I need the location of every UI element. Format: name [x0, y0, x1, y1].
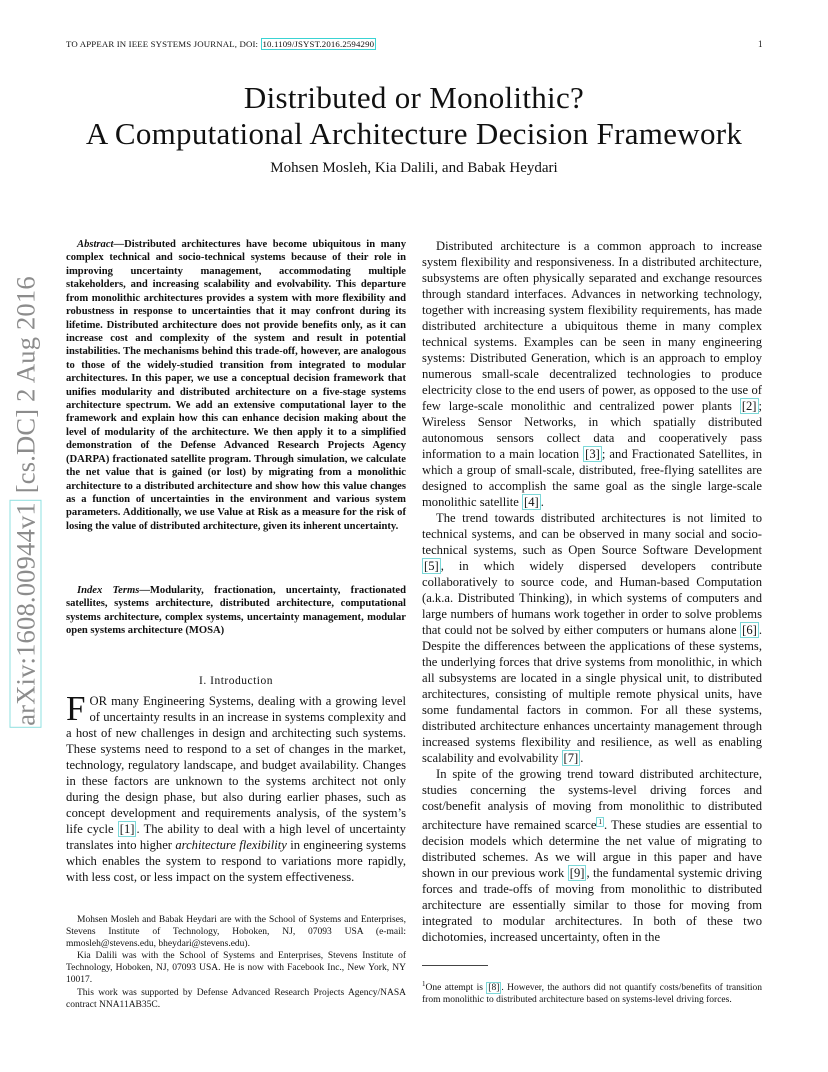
page-number: 1 [758, 39, 763, 49]
citation-link[interactable]: [7] [563, 751, 579, 765]
citation-link[interactable]: [2] [741, 399, 757, 413]
text-run: The trend towards distributed architectures is not limited to technical systems, and can be observed in many social and socio-technical systems, such as Open Source Software Development [422, 511, 762, 557]
index-terms-label: Index Terms [77, 585, 140, 596]
footnote-authors: Mohsen Mosleh and Babak Heydari are with the School of Systems and Enterprises, Stevens Institute of Technology, Hoboken, NJ, 07093 USA (e-mail: mmosleh@stevens.edu, bheydari@stevens.edu). [66, 915, 406, 950]
journal-prefix: TO APPEAR IN IEEE SYSTEMS JOURNAL, DOI: [66, 39, 261, 49]
text-run: In spite of the growing trend toward distributed architecture, studies concerning the systems-level driving forces and cost/benefit analysis of moving from monolithic to distributed architecture have remained scarce [422, 767, 762, 833]
intro-text-2: . The ability to deal with a high level of uncertainty translates into higher [66, 822, 406, 852]
abstract-label: Abstract [77, 239, 114, 250]
paragraph [422, 510, 762, 766]
text-run: ; and Fractionated Satellites, in which a group of small-scale, distributed, free-flying satellites are designed to accomplish the same goal as the single large-scale monolithic satellite [422, 447, 762, 509]
abstract [66, 238, 406, 533]
index-terms-text: —Modularity, fractionation, uncertainty, fractionated satellites, systems architecture, distributed architecture, computational systems architecture, complex systems, uncertainty management, modular open systems architecture (MOSA) [66, 585, 406, 637]
text-run: . These studies are essential to decision models which determine the net value of migrating to distributed schemes. As we will argue in this paper and have shown in our previous work [422, 818, 762, 881]
paragraph [422, 238, 762, 510]
footnote-funding: This work was supported by Defense Advanced Research Projects Agency/NASA contract NNA11AB35C. [66, 987, 406, 1010]
text-run: , the fundamental systemic driving forces and trade-offs of moving from monolithic to distributed architecture are essentially similar to those for moving from integrated to modular architectures. In both of these two dichotomies, increased uncertainty, often in the [422, 866, 763, 945]
text-run: One attempt is [425, 983, 487, 994]
citation-link[interactable]: [8] [488, 983, 500, 994]
paper-title [0, 80, 828, 152]
drop-cap: F [66, 689, 86, 728]
footnote-affiliation: Kia Dalili was with the School of Systems and Enterprises, Stevens Institute of Technology, Hoboken, NJ, 07093 USA. He is now with Facebook Inc., New York, NY 10017. [66, 951, 406, 986]
text-run: . Despite the differences between the applications of these systems, the underlying forces that drive systems from monolithic, in which all subsystems are located in a single physical unit, to distributed architectures, consisting of multiple remote physical units, have some fundamental factors in common. For all these systems, distributed architecture enhances uncertainty management through increased systems flexibility and resilience, as well as enabling scalability and evolvability [422, 623, 762, 765]
footnote-marker-link[interactable]: 1 [598, 818, 602, 826]
citation-link[interactable]: [6] [742, 623, 757, 637]
right-footnote [422, 978, 762, 1006]
footnote-number: 1 [422, 980, 426, 988]
text-run: Distributed architecture is a common approach to increase system flexibility and responsiveness. In a distributed architecture, subsystems are often physically separated and exchange resources through standard interfaces. Advances in networking technology, together with increasing system flexibility requirements, has made distributed architecture a ubiquitous theme in many complex technical systems. Examples can be seen in many engineering systems: Distributed Generation, which is an approach to employ numerous small-scale decentralized technologies to produce electricity close to the end users of power, as opposed to the use of few large-scale monolithic and centralized power plants [422, 239, 762, 413]
intro-emphasis: architecture flexibility [175, 838, 287, 852]
citation-link[interactable]: [3] [585, 447, 600, 461]
text-run: . [580, 751, 584, 765]
introduction-paragraph [66, 689, 406, 885]
arxiv-id-link[interactable]: arXiv:1608.00944v1 [10, 502, 41, 726]
citation-link[interactable]: [4] [524, 495, 539, 509]
text-run: . [540, 495, 544, 509]
intro-first-word: OR [89, 694, 107, 708]
paragraph [422, 766, 762, 945]
footnote-rule [422, 965, 488, 966]
right-column [422, 238, 762, 945]
title-line-2: A Computational Architecture Decision Framework [85, 116, 743, 151]
citation-link[interactable]: [5] [424, 559, 439, 573]
text-run: , in which widely dispersed developers contribute collaboratively to source code, and Human-based Computation (a.k.a. Distributed Thinking), in which systems of computers and large numbers of humans work together in order to solve problems that could not be solved by either computers or humans alone [422, 559, 762, 637]
abstract-text: —Distributed architectures have become ubiquitous in many complex technical and socio-technical systems because of their role in improving uncertainty management, accommodating multiple stakeholders, and increasing scalability and evolvability. This departure from monolithic architectures provides a system with more flexibility and robustness in response to uncertainties that it may confront during its lifetime. Distributed architecture does not provide benefits only, as it can increase cost and complexity of the system and result in potential instabilities. The mechanisms behind this trade-off, however, are analogous to those of the widely-studied transition from integrated to modular architectures. In this paper, we use a conceptual decision framework that unifies modularity and distributed architecture on a five-stage systems architecture spectrum. We add an extensive computational layer to the framework and explain how this can enhance decision making about the level of modularity of the architecture. We then apply it to a simplified demonstration of the Defense Advanced Research Projects Agency (DARPA) fractionated satellite program. Through simulation, we calculate the net value that is gained (or lost) by migrating from a monolithic architecture to a distributed architecture and show how this value changes as a function of uncertainties in the environment and various system parameters. Additionally, we use Value at Risk as a measure for the risk of losing the value of distributed architecture, given its inherent uncertainty. [66, 239, 406, 532]
doi-link[interactable]: 10.1109/JSYST.2016.2594290 [262, 39, 375, 49]
intro-text-1: many Engineering Systems, dealing with a growing level of uncertainty results in an increase in systems complexity and a host of new challenges in design and architecting such systems. These systems need to respond to a set of changes in the market, technology, regulatory landscape, and budget availability. Changes in these factors are unknown to the systems architect not only during the design phase, but also during earlier phases, such as concept development and requirements analysis, of the system’s life cycle [66, 694, 406, 836]
citation-link[interactable]: [9] [569, 866, 585, 881]
index-terms [66, 584, 406, 638]
arxiv-sidebar [6, 262, 46, 742]
title-line-1: Distributed or Monolithic? [243, 80, 585, 115]
text-run: . However, the authors did not quantify costs/benefits of transition from monolithic to distributed architecture based on systems-level driving forces. [422, 983, 762, 1006]
arxiv-category-date: [cs.DC] 2 Aug 2016 [10, 276, 41, 501]
intro-text-3: in engineering systems which enables the system to respond to variations more rapidly, with less cost, or less impact on the system effectiveness. [66, 838, 406, 884]
running-header [66, 39, 376, 49]
authors: Mohsen Mosleh, Kia Dalili, and Babak Heydari [270, 160, 558, 176]
text-run: ; Wireless Sensor Networks, in which spatially distributed autonomous sensors collect data and cooperatively pass information to a main location [422, 399, 762, 461]
arxiv-stamp [11, 276, 42, 728]
citation-link[interactable]: [1] [119, 822, 135, 836]
author-footnotes [66, 914, 406, 1011]
section-heading: I. Introduction [199, 675, 273, 687]
